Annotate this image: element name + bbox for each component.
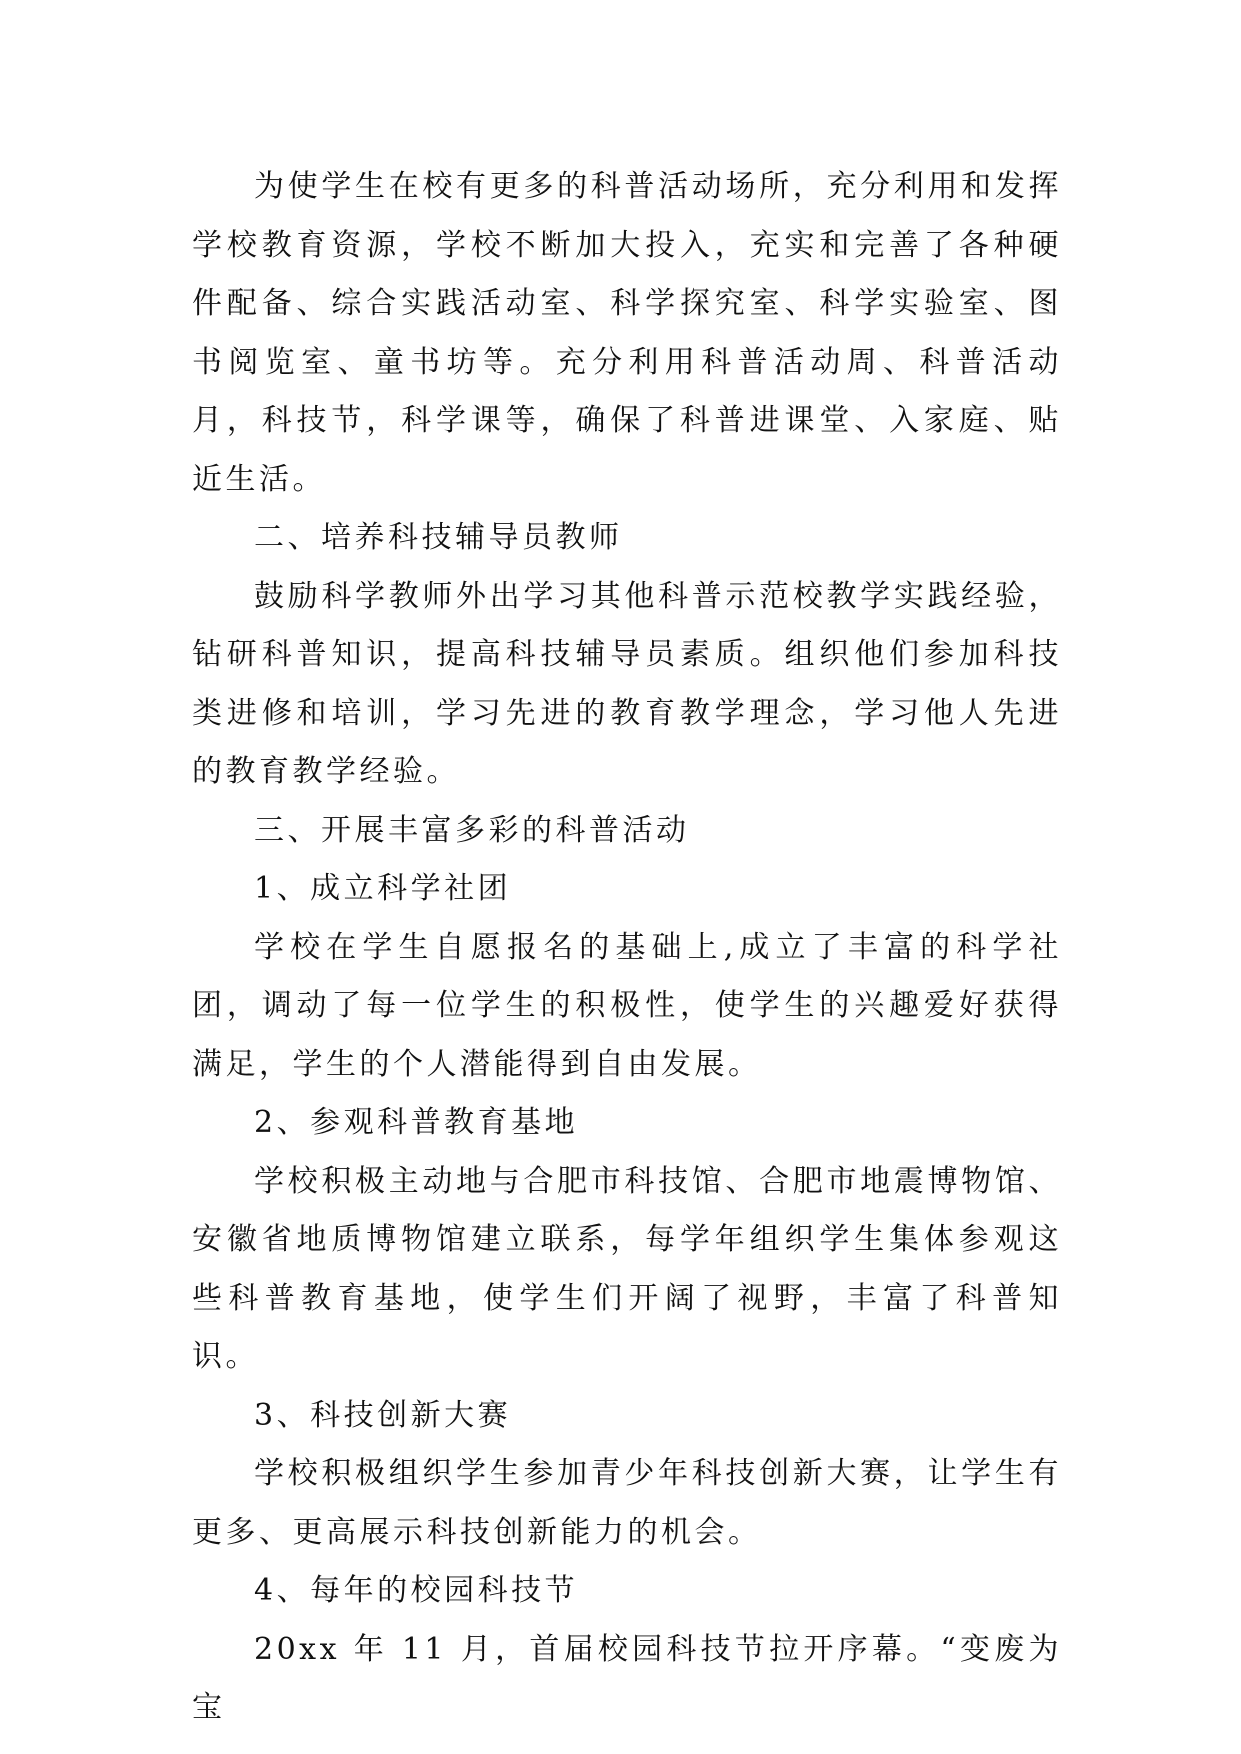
section-heading-3: 三、开展丰富多彩的科普活动 — [254, 812, 690, 848]
subheading-1: 1、成立科学社团 — [254, 871, 512, 906]
paragraph-innovation-contest: 学校积极组织学生参加青少年科技创新大赛，让学生有更多、更高展示科技创新能力的机会。 — [192, 1456, 1062, 1550]
paragraph-facilities: 为使学生在校有更多的科普活动场所，充分利用和发挥学校教育资源，学校不断加大投入，充实和完善了各种硬件配备、综合实践活动室、科学探究室、科学实验室、图书阅览室、童书坊等。充分利用科普活动周、科普活动月，科技节，科学课等，确保了科普进课堂、入家庭、贴近生活。 — [192, 169, 1062, 497]
subheading-4: 4、每年的校园科技节 — [254, 1573, 579, 1608]
subheading-2: 2、参观科普教育基地 — [254, 1105, 579, 1140]
paragraph-visits: 学校积极主动地与合肥市科技馆、合肥市地震博物馆、安徽省地质博物馆建立联系，每学年组织学生集体参观这些科普教育基地，使学生们开阔了视野，丰富了科普知识。 — [192, 1163, 1062, 1374]
subheading-3: 3、科技创新大赛 — [254, 1397, 512, 1433]
section-heading-2: 二、培养科技辅导员教师 — [254, 520, 623, 555]
paragraph-teacher-training: 鼓励科学教师外出学习其他科普示范校教学实践经验，钻研科普知识，提高科技辅导员素质。组织他们参加科技类进修和培训，学习先进的教育教学理念，学习他人先进的教育教学经验。 — [192, 578, 1062, 789]
paragraph-science-festival: 20xx 年 11 月，首届校园科技节拉开序幕。“变废为宝 — [192, 1631, 1062, 1725]
document-body — [192, 158, 1062, 1738]
paragraph-science-clubs: 学校在学生自愿报名的基础上,成立了丰富的科学社团，调动了每一位学生的积极性，使学生的兴趣爱好获得满足，学生的个人潜能得到自由发展。 — [192, 929, 1062, 1082]
